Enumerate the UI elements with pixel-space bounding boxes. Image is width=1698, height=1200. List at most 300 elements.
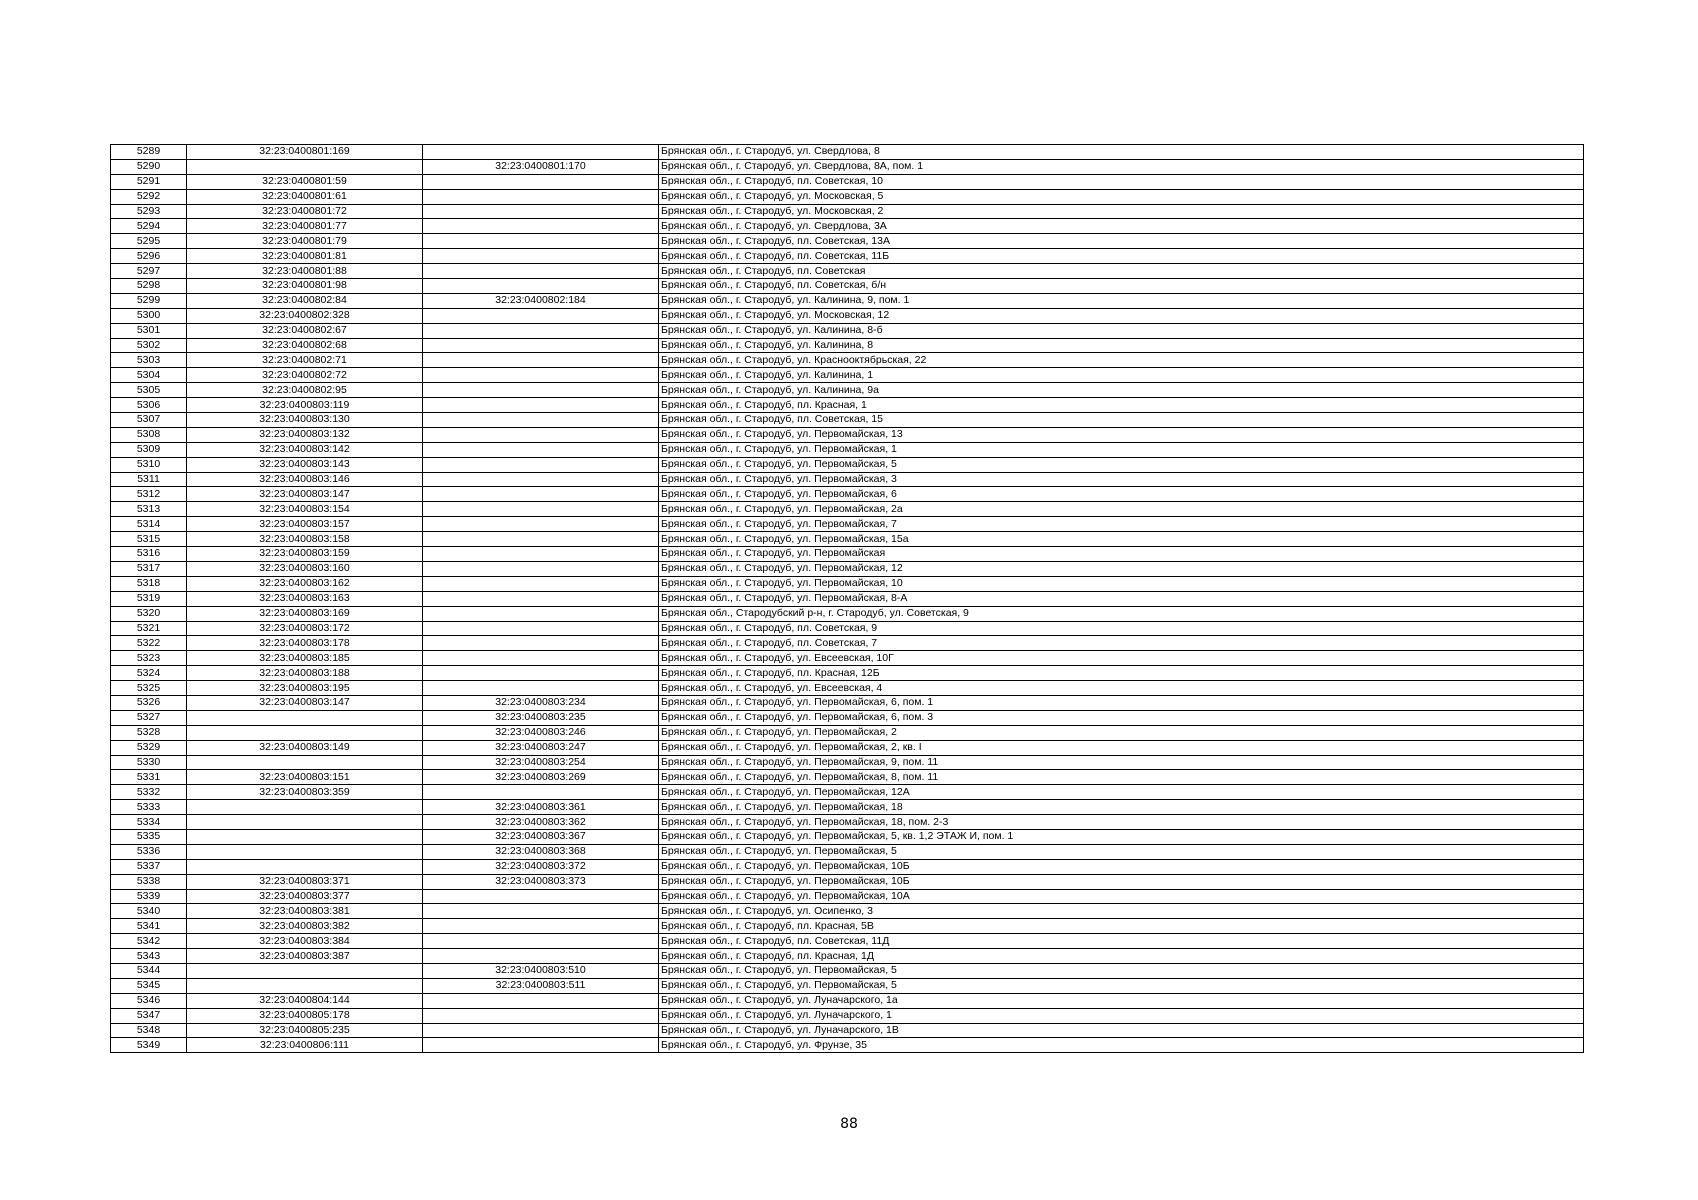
cadastral-number-cell: 32:23:0400801:88	[187, 264, 423, 279]
row-number-cell: 5303	[111, 353, 187, 368]
cadastral-number-cell: 32:23:0400803:384	[187, 934, 423, 949]
premises-cadastral-number-cell	[423, 636, 659, 651]
row-number-cell: 5296	[111, 249, 187, 264]
row-number-cell: 5332	[111, 785, 187, 800]
registry-table-body	[111, 145, 1584, 1053]
address-cell: Брянская обл., г. Стародуб, пл. Советская, 11Д	[659, 934, 1584, 949]
address-cell: Брянская обл., г. Стародуб, ул. Первомайская, 3	[659, 472, 1584, 487]
table-row	[111, 874, 1584, 889]
table-row	[111, 159, 1584, 174]
row-number-cell: 5321	[111, 621, 187, 636]
table-row	[111, 427, 1584, 442]
address-cell: Брянская обл., г. Стародуб, ул. Калинина, 8	[659, 338, 1584, 353]
premises-cadastral-number-cell	[423, 651, 659, 666]
address-cell: Брянская обл., г. Стародуб, ул. Евсеевская, 10Г	[659, 651, 1584, 666]
address-cell: Брянская обл., г. Стародуб, ул. Первомайская, 12	[659, 561, 1584, 576]
address-cell: Брянская обл., г. Стародуб, пл. Красная, 5В	[659, 919, 1584, 934]
cadastral-number-cell: 32:23:0400803:132	[187, 427, 423, 442]
row-number-cell: 5301	[111, 323, 187, 338]
cadastral-number-cell	[187, 844, 423, 859]
address-cell: Брянская обл., г. Стародуб, пл. Советская, 15	[659, 413, 1584, 428]
table-row	[111, 904, 1584, 919]
address-cell: Брянская обл., г. Стародуб, ул. Первомайская, 6	[659, 487, 1584, 502]
row-number-cell: 5298	[111, 279, 187, 294]
cadastral-number-cell: 32:23:0400801:81	[187, 249, 423, 264]
cadastral-number-cell: 32:23:0400805:235	[187, 1023, 423, 1038]
table-row	[111, 353, 1584, 368]
row-number-cell: 5311	[111, 472, 187, 487]
table-row	[111, 174, 1584, 189]
row-number-cell: 5300	[111, 308, 187, 323]
row-number-cell: 5323	[111, 651, 187, 666]
cadastral-number-cell: 32:23:0400803:178	[187, 636, 423, 651]
cadastral-number-cell: 32:23:0400803:151	[187, 770, 423, 785]
table-row	[111, 725, 1584, 740]
premises-cadastral-number-cell	[423, 427, 659, 442]
table-row	[111, 413, 1584, 428]
address-cell: Брянская обл., г. Стародуб, ул. Первомайская, 7	[659, 517, 1584, 532]
row-number-cell: 5328	[111, 725, 187, 740]
cadastral-number-cell: 32:23:0400803:147	[187, 695, 423, 710]
row-number-cell: 5308	[111, 427, 187, 442]
table-row	[111, 978, 1584, 993]
premises-cadastral-number-cell: 32:23:0400803:367	[423, 829, 659, 844]
cadastral-number-cell: 32:23:0400803:119	[187, 398, 423, 413]
row-number-cell: 5331	[111, 770, 187, 785]
table-row	[111, 949, 1584, 964]
premises-cadastral-number-cell	[423, 547, 659, 562]
premises-cadastral-number-cell	[423, 457, 659, 472]
row-number-cell: 5313	[111, 502, 187, 517]
address-cell: Брянская обл., г. Стародуб, ул. Первомайская, 12А	[659, 785, 1584, 800]
cadastral-number-cell: 32:23:0400801:61	[187, 189, 423, 204]
table-row	[111, 547, 1584, 562]
address-cell: Брянская обл., г. Стародуб, ул. Первомайская, 2, кв. I	[659, 740, 1584, 755]
cadastral-number-cell: 32:23:0400801:169	[187, 145, 423, 160]
premises-cadastral-number-cell: 32:23:0400803:372	[423, 859, 659, 874]
address-cell: Брянская обл., г. Стародуб, ул. Первомайская, 6, пом. 1	[659, 695, 1584, 710]
table-row	[111, 889, 1584, 904]
row-number-cell: 5310	[111, 457, 187, 472]
premises-cadastral-number-cell: 32:23:0400803:368	[423, 844, 659, 859]
table-row	[111, 681, 1584, 696]
address-cell: Брянская обл., Стародубский р-н, г. Стародуб, ул. Советская, 9	[659, 606, 1584, 621]
premises-cadastral-number-cell	[423, 919, 659, 934]
table-row	[111, 398, 1584, 413]
premises-cadastral-number-cell	[423, 502, 659, 517]
premises-cadastral-number-cell: 32:23:0400803:511	[423, 978, 659, 993]
cadastral-number-cell	[187, 710, 423, 725]
premises-cadastral-number-cell: 32:23:0400802:184	[423, 293, 659, 308]
row-number-cell: 5305	[111, 383, 187, 398]
address-cell: Брянская обл., г. Стародуб, пл. Советская, 7	[659, 636, 1584, 651]
table-row	[111, 710, 1584, 725]
row-number-cell: 5314	[111, 517, 187, 532]
table-row	[111, 829, 1584, 844]
address-cell: Брянская обл., г. Стародуб, ул. Московская, 5	[659, 189, 1584, 204]
table-row	[111, 234, 1584, 249]
premises-cadastral-number-cell	[423, 681, 659, 696]
address-cell: Брянская обл., г. Стародуб, пл. Советская, 9	[659, 621, 1584, 636]
cadastral-number-cell: 32:23:0400803:149	[187, 740, 423, 755]
table-row	[111, 561, 1584, 576]
address-cell: Брянская обл., г. Стародуб, ул. Первомайская, 9, пом. 11	[659, 755, 1584, 770]
row-number-cell: 5299	[111, 293, 187, 308]
cadastral-number-cell: 32:23:0400803:381	[187, 904, 423, 919]
premises-cadastral-number-cell: 32:23:0400803:362	[423, 815, 659, 830]
table-row	[111, 755, 1584, 770]
premises-cadastral-number-cell	[423, 368, 659, 383]
table-row	[111, 844, 1584, 859]
row-number-cell: 5334	[111, 815, 187, 830]
cadastral-number-cell: 32:23:0400803:162	[187, 576, 423, 591]
cadastral-number-cell	[187, 963, 423, 978]
cadastral-number-cell: 32:23:0400803:160	[187, 561, 423, 576]
address-cell: Брянская обл., г. Стародуб, ул. Калинина, 9, пом. 1	[659, 293, 1584, 308]
premises-cadastral-number-cell	[423, 1023, 659, 1038]
address-cell: Брянская обл., г. Стародуб, пл. Советская, 11Б	[659, 249, 1584, 264]
row-number-cell: 5335	[111, 829, 187, 844]
address-cell: Брянская обл., г. Стародуб, ул. Первомайская, 5	[659, 963, 1584, 978]
address-cell: Брянская обл., г. Стародуб, ул. Первомайская	[659, 547, 1584, 562]
row-number-cell: 5341	[111, 919, 187, 934]
premises-cadastral-number-cell	[423, 308, 659, 323]
address-cell: Брянская обл., г. Стародуб, ул. Свердлова, 3А	[659, 219, 1584, 234]
premises-cadastral-number-cell	[423, 264, 659, 279]
address-cell: Брянская обл., г. Стародуб, ул. Калинина, 9а	[659, 383, 1584, 398]
row-number-cell: 5302	[111, 338, 187, 353]
address-cell: Брянская обл., г. Стародуб, ул. Первомайская, 13	[659, 427, 1584, 442]
table-row	[111, 1023, 1584, 1038]
address-cell: Брянская обл., г. Стародуб, ул. Первомайская, 6, пом. 3	[659, 710, 1584, 725]
cadastral-number-cell	[187, 800, 423, 815]
row-number-cell: 5338	[111, 874, 187, 889]
premises-cadastral-number-cell: 32:23:0400801:170	[423, 159, 659, 174]
cadastral-number-cell: 32:23:0400801:79	[187, 234, 423, 249]
table-row	[111, 606, 1584, 621]
table-row	[111, 859, 1584, 874]
row-number-cell: 5348	[111, 1023, 187, 1038]
cadastral-number-cell: 32:23:0400802:84	[187, 293, 423, 308]
premises-cadastral-number-cell	[423, 621, 659, 636]
address-cell: Брянская обл., г. Стародуб, пл. Красная, 1	[659, 398, 1584, 413]
premises-cadastral-number-cell	[423, 1008, 659, 1023]
table-row	[111, 487, 1584, 502]
row-number-cell: 5342	[111, 934, 187, 949]
row-number-cell: 5330	[111, 755, 187, 770]
cadastral-number-cell	[187, 159, 423, 174]
row-number-cell: 5337	[111, 859, 187, 874]
cadastral-number-cell: 32:23:0400803:387	[187, 949, 423, 964]
premises-cadastral-number-cell	[423, 606, 659, 621]
table-row	[111, 591, 1584, 606]
cadastral-number-cell: 32:23:0400803:130	[187, 413, 423, 428]
cadastral-number-cell: 32:23:0400803:142	[187, 442, 423, 457]
table-row	[111, 279, 1584, 294]
address-cell: Брянская обл., г. Стародуб, пл. Советская, 13А	[659, 234, 1584, 249]
row-number-cell: 5292	[111, 189, 187, 204]
cadastral-number-cell: 32:23:0400802:67	[187, 323, 423, 338]
row-number-cell: 5326	[111, 695, 187, 710]
row-number-cell: 5333	[111, 800, 187, 815]
cadastral-number-cell: 32:23:0400803:154	[187, 502, 423, 517]
premises-cadastral-number-cell	[423, 576, 659, 591]
table-row	[111, 204, 1584, 219]
cadastral-number-cell: 32:23:0400802:72	[187, 368, 423, 383]
cadastral-number-cell: 32:23:0400803:143	[187, 457, 423, 472]
premises-cadastral-number-cell	[423, 993, 659, 1008]
row-number-cell: 5339	[111, 889, 187, 904]
premises-cadastral-number-cell	[423, 323, 659, 338]
address-cell: Брянская обл., г. Стародуб, ул. Луначарского, 1а	[659, 993, 1584, 1008]
address-cell: Брянская обл., г. Стародуб, ул. Первомайская, 18	[659, 800, 1584, 815]
premises-cadastral-number-cell: 32:23:0400803:373	[423, 874, 659, 889]
registry-table	[110, 144, 1584, 1053]
address-cell: Брянская обл., г. Стародуб, пл. Советская, б/н	[659, 279, 1584, 294]
row-number-cell: 5345	[111, 978, 187, 993]
premises-cadastral-number-cell: 32:23:0400803:361	[423, 800, 659, 815]
address-cell: Брянская обл., г. Стародуб, ул. Первомайская, 1	[659, 442, 1584, 457]
address-cell: Брянская обл., г. Стародуб, ул. Первомайская, 2	[659, 725, 1584, 740]
row-number-cell: 5304	[111, 368, 187, 383]
cadastral-number-cell: 32:23:0400801:77	[187, 219, 423, 234]
table-row	[111, 189, 1584, 204]
row-number-cell: 5346	[111, 993, 187, 1008]
premises-cadastral-number-cell: 32:23:0400803:235	[423, 710, 659, 725]
cadastral-number-cell: 32:23:0400806:111	[187, 1038, 423, 1053]
table-row	[111, 576, 1584, 591]
cadastral-number-cell: 32:23:0400803:159	[187, 547, 423, 562]
premises-cadastral-number-cell: 32:23:0400803:234	[423, 695, 659, 710]
address-cell: Брянская обл., г. Стародуб, ул. Осипенко, 3	[659, 904, 1584, 919]
table-row	[111, 293, 1584, 308]
premises-cadastral-number-cell	[423, 472, 659, 487]
table-row	[111, 442, 1584, 457]
cadastral-number-cell	[187, 978, 423, 993]
premises-cadastral-number-cell: 32:23:0400803:269	[423, 770, 659, 785]
cadastral-number-cell: 32:23:0400803:163	[187, 591, 423, 606]
address-cell: Брянская обл., г. Стародуб, ул. Свердлова, 8А, пом. 1	[659, 159, 1584, 174]
table-row	[111, 145, 1584, 160]
cadastral-number-cell: 32:23:0400805:178	[187, 1008, 423, 1023]
address-cell: Брянская обл., г. Стародуб, ул. Свердлова, 8	[659, 145, 1584, 160]
row-number-cell: 5307	[111, 413, 187, 428]
row-number-cell: 5293	[111, 204, 187, 219]
table-row	[111, 219, 1584, 234]
cadastral-number-cell: 32:23:0400803:382	[187, 919, 423, 934]
cadastral-number-cell: 32:23:0400801:98	[187, 279, 423, 294]
table-row	[111, 1038, 1584, 1053]
cadastral-number-cell	[187, 815, 423, 830]
address-cell: Брянская обл., г. Стародуб, ул. Первомайская, 5	[659, 844, 1584, 859]
premises-cadastral-number-cell	[423, 532, 659, 547]
row-number-cell: 5316	[111, 547, 187, 562]
premises-cadastral-number-cell: 32:23:0400803:247	[423, 740, 659, 755]
cadastral-number-cell	[187, 755, 423, 770]
premises-cadastral-number-cell	[423, 174, 659, 189]
cadastral-number-cell	[187, 725, 423, 740]
cadastral-number-cell: 32:23:0400803:185	[187, 651, 423, 666]
row-number-cell: 5290	[111, 159, 187, 174]
table-row	[111, 264, 1584, 279]
table-row	[111, 249, 1584, 264]
address-cell: Брянская обл., г. Стародуб, ул. Фрунзе, 35	[659, 1038, 1584, 1053]
premises-cadastral-number-cell	[423, 785, 659, 800]
table-row	[111, 517, 1584, 532]
cadastral-number-cell	[187, 829, 423, 844]
address-cell: Брянская обл., г. Стародуб, ул. Калинина, 1	[659, 368, 1584, 383]
row-number-cell: 5336	[111, 844, 187, 859]
cadastral-number-cell: 32:23:0400802:328	[187, 308, 423, 323]
cadastral-number-cell: 32:23:0400803:157	[187, 517, 423, 532]
row-number-cell: 5291	[111, 174, 187, 189]
address-cell: Брянская обл., г. Стародуб, пл. Красная, 1Д	[659, 949, 1584, 964]
table-row	[111, 368, 1584, 383]
cadastral-number-cell: 32:23:0400803:195	[187, 681, 423, 696]
address-cell: Брянская обл., г. Стародуб, ул. Первомайская, 5	[659, 457, 1584, 472]
cadastral-number-cell: 32:23:0400803:146	[187, 472, 423, 487]
table-row	[111, 740, 1584, 755]
cadastral-number-cell	[187, 859, 423, 874]
premises-cadastral-number-cell	[423, 442, 659, 457]
premises-cadastral-number-cell	[423, 934, 659, 949]
cadastral-number-cell: 32:23:0400801:59	[187, 174, 423, 189]
row-number-cell: 5320	[111, 606, 187, 621]
premises-cadastral-number-cell	[423, 279, 659, 294]
address-cell: Брянская обл., г. Стародуб, ул. Первомайская, 8, пом. 11	[659, 770, 1584, 785]
table-row	[111, 308, 1584, 323]
row-number-cell: 5329	[111, 740, 187, 755]
row-number-cell: 5312	[111, 487, 187, 502]
row-number-cell: 5318	[111, 576, 187, 591]
row-number-cell: 5309	[111, 442, 187, 457]
address-cell: Брянская обл., г. Стародуб, ул. Первомайская, 10Б	[659, 874, 1584, 889]
table-row	[111, 383, 1584, 398]
address-cell: Брянская обл., г. Стародуб, ул. Первомайская, 10Б	[659, 859, 1584, 874]
address-cell: Брянская обл., г. Стародуб, ул. Первомайская, 5	[659, 978, 1584, 993]
table-row	[111, 1008, 1584, 1023]
cadastral-number-cell: 32:23:0400801:72	[187, 204, 423, 219]
premises-cadastral-number-cell	[423, 145, 659, 160]
table-row	[111, 934, 1584, 949]
row-number-cell: 5349	[111, 1038, 187, 1053]
cadastral-number-cell: 32:23:0400802:95	[187, 383, 423, 398]
cadastral-number-cell: 32:23:0400803:371	[187, 874, 423, 889]
address-cell: Брянская обл., г. Стародуб, ул. Краснооктябрьская, 22	[659, 353, 1584, 368]
address-cell: Брянская обл., г. Стародуб, ул. Московская, 2	[659, 204, 1584, 219]
row-number-cell: 5324	[111, 666, 187, 681]
address-cell: Брянская обл., г. Стародуб, ул. Первомайская, 18, пом. 2-3	[659, 815, 1584, 830]
table-row	[111, 963, 1584, 978]
table-row	[111, 651, 1584, 666]
row-number-cell: 5327	[111, 710, 187, 725]
row-number-cell: 5319	[111, 591, 187, 606]
table-row	[111, 785, 1584, 800]
table-row	[111, 919, 1584, 934]
table-row	[111, 800, 1584, 815]
cadastral-number-cell: 32:23:0400803:359	[187, 785, 423, 800]
address-cell: Брянская обл., г. Стародуб, ул. Первомайская, 10	[659, 576, 1584, 591]
cadastral-number-cell: 32:23:0400803:377	[187, 889, 423, 904]
address-cell: Брянская обл., г. Стародуб, ул. Московская, 12	[659, 308, 1584, 323]
address-cell: Брянская обл., г. Стародуб, пл. Советская	[659, 264, 1584, 279]
premises-cadastral-number-cell	[423, 591, 659, 606]
row-number-cell: 5343	[111, 949, 187, 964]
row-number-cell: 5315	[111, 532, 187, 547]
row-number-cell: 5344	[111, 963, 187, 978]
table-row	[111, 532, 1584, 547]
address-cell: Брянская обл., г. Стародуб, пл. Красная, 12Б	[659, 666, 1584, 681]
address-cell: Брянская обл., г. Стародуб, ул. Луначарского, 1	[659, 1008, 1584, 1023]
table-row	[111, 621, 1584, 636]
row-number-cell: 5317	[111, 561, 187, 576]
address-cell: Брянская обл., г. Стародуб, ул. Первомайская, 8-А	[659, 591, 1584, 606]
premises-cadastral-number-cell	[423, 904, 659, 919]
premises-cadastral-number-cell	[423, 949, 659, 964]
premises-cadastral-number-cell	[423, 249, 659, 264]
row-number-cell: 5289	[111, 145, 187, 160]
row-number-cell: 5347	[111, 1008, 187, 1023]
cadastral-number-cell: 32:23:0400803:188	[187, 666, 423, 681]
page-number: 88	[840, 1116, 858, 1132]
cadastral-number-cell: 32:23:0400803:158	[187, 532, 423, 547]
address-cell: Брянская обл., г. Стародуб, ул. Первомайская, 5, кв. 1,2 ЭТАЖ И, пом. 1	[659, 829, 1584, 844]
address-cell: Брянская обл., г. Стародуб, ул. Первомайская, 10А	[659, 889, 1584, 904]
premises-cadastral-number-cell: 32:23:0400803:254	[423, 755, 659, 770]
address-cell: Брянская обл., г. Стародуб, ул. Евсеевская, 4	[659, 681, 1584, 696]
premises-cadastral-number-cell	[423, 398, 659, 413]
table-row	[111, 323, 1584, 338]
table-row	[111, 457, 1584, 472]
premises-cadastral-number-cell	[423, 219, 659, 234]
premises-cadastral-number-cell	[423, 889, 659, 904]
table-row	[111, 770, 1584, 785]
row-number-cell: 5340	[111, 904, 187, 919]
row-number-cell: 5295	[111, 234, 187, 249]
cadastral-number-cell: 32:23:0400803:172	[187, 621, 423, 636]
table-row	[111, 338, 1584, 353]
address-cell: Брянская обл., г. Стародуб, ул. Первомайская, 15а	[659, 532, 1584, 547]
row-number-cell: 5297	[111, 264, 187, 279]
premises-cadastral-number-cell	[423, 413, 659, 428]
table-row	[111, 636, 1584, 651]
cadastral-number-cell: 32:23:0400802:68	[187, 338, 423, 353]
premises-cadastral-number-cell	[423, 204, 659, 219]
cadastral-number-cell: 32:23:0400803:147	[187, 487, 423, 502]
table-row	[111, 472, 1584, 487]
premises-cadastral-number-cell	[423, 338, 659, 353]
premises-cadastral-number-cell	[423, 487, 659, 502]
premises-cadastral-number-cell	[423, 353, 659, 368]
premises-cadastral-number-cell: 32:23:0400803:510	[423, 963, 659, 978]
cadastral-number-cell: 32:23:0400804:144	[187, 993, 423, 1008]
premises-cadastral-number-cell	[423, 1038, 659, 1053]
premises-cadastral-number-cell: 32:23:0400803:246	[423, 725, 659, 740]
premises-cadastral-number-cell	[423, 189, 659, 204]
cadastral-number-cell: 32:23:0400802:71	[187, 353, 423, 368]
table-row	[111, 502, 1584, 517]
address-cell: Брянская обл., г. Стародуб, пл. Советская, 10	[659, 174, 1584, 189]
address-cell: Брянская обл., г. Стародуб, ул. Первомайская, 2а	[659, 502, 1584, 517]
table-row	[111, 695, 1584, 710]
table-row	[111, 666, 1584, 681]
row-number-cell: 5306	[111, 398, 187, 413]
row-number-cell: 5325	[111, 681, 187, 696]
premises-cadastral-number-cell	[423, 561, 659, 576]
premises-cadastral-number-cell	[423, 666, 659, 681]
table-row	[111, 815, 1584, 830]
table-row	[111, 993, 1584, 1008]
